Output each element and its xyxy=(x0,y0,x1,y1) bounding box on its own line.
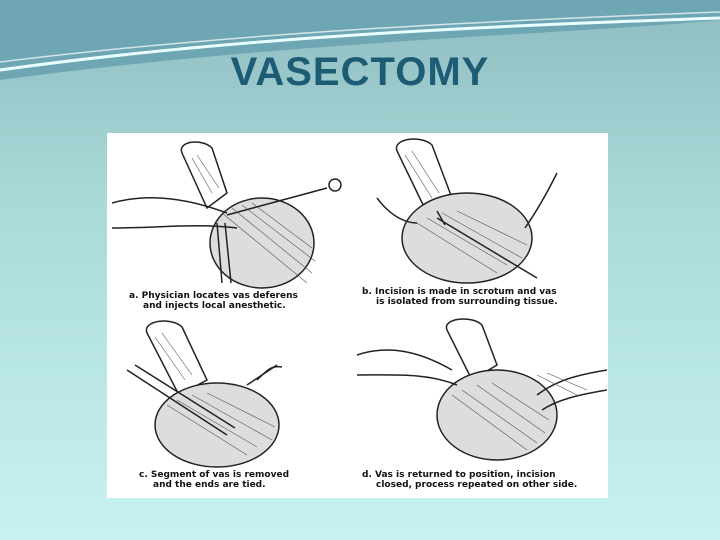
panel-d xyxy=(357,315,607,497)
caption-a-line2: and injects local anesthetic. xyxy=(143,301,286,311)
panel-b xyxy=(357,133,607,315)
caption-b-line1: Incision is made in scrotum and vas xyxy=(375,287,557,297)
caption-d-line2: closed, process repeated on other side. xyxy=(376,480,578,490)
caption-a-line1: Physician locates vas deferens xyxy=(141,291,298,301)
caption-a xyxy=(129,291,329,311)
caption-d-line1: Vas is returned to position, incision xyxy=(375,470,556,480)
slide-title: VASECTOMY xyxy=(230,50,490,94)
caption-d xyxy=(362,470,602,490)
caption-c-line1: Segment of vas is removed xyxy=(150,470,290,480)
caption-d-letter: d. xyxy=(362,470,372,480)
vasectomy-illustration xyxy=(107,133,608,498)
caption-b-letter: b. xyxy=(362,287,372,297)
panel-a-drawing xyxy=(107,133,357,315)
caption-b xyxy=(362,287,602,307)
panel-c xyxy=(107,315,357,497)
caption-c-letter: c. xyxy=(139,470,148,480)
caption-a-letter: a. xyxy=(129,291,139,301)
caption-c xyxy=(139,470,339,490)
panel-a xyxy=(107,133,357,315)
caption-b-line2: is isolated from surrounding tissue. xyxy=(376,297,558,307)
caption-c-line2: and the ends are tied. xyxy=(153,480,266,490)
